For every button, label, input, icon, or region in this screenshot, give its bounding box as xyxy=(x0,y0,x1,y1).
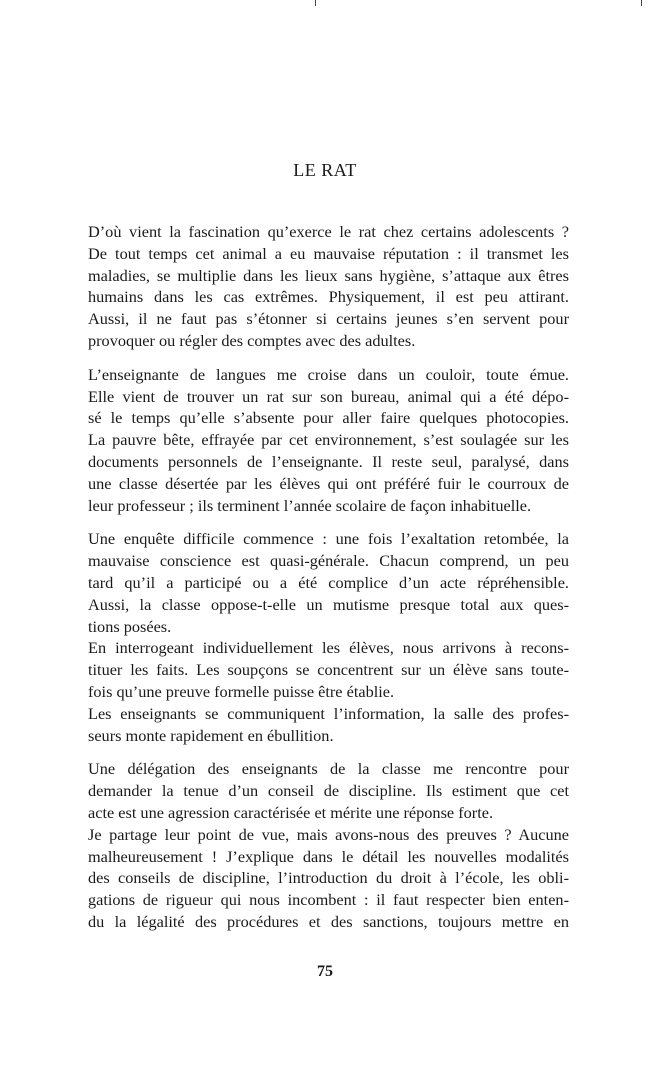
text-line: malheureusement ! J’explique dans le détail les nouvelles modalités xyxy=(88,846,569,866)
text-line: Aussi, il ne faut pas s’étonner si certains jeunes s’en servent pour xyxy=(88,309,569,329)
text-line: tituer les faits. Les soupçons se concentrent sur un élève sans toute- xyxy=(88,660,569,680)
paragraph-block xyxy=(88,528,569,746)
text-line: sé le temps qu’elle s’absente pour aller faire quelques photocopies. xyxy=(88,408,569,428)
text-line: gations de rigueur qui nous incombent : il faut respecter bien enten- xyxy=(88,890,569,910)
text-line: La pauvre bête, effrayée par cet environnement, s’est soulagée sur les xyxy=(88,430,569,450)
text-line: leur professeur ; ils terminent l’année scolaire de façon inhabituelle. xyxy=(88,495,532,515)
text-line: tions posées. xyxy=(88,616,172,636)
text-line: du la légalité des procédures et des sanctions, toujours mettre en xyxy=(88,911,569,931)
page-number: 75 xyxy=(317,963,333,980)
text-line: Une délégation des enseignants de la classe me rencontre pour xyxy=(88,759,569,779)
chapter-title: LE RAT xyxy=(293,160,357,180)
crop-mark xyxy=(641,0,642,6)
crop-mark xyxy=(315,0,316,6)
text-line: L’enseignante de langues me croise dans un couloir, toute émue. xyxy=(88,364,569,384)
paragraph xyxy=(88,637,569,702)
text-line: documents personnels de l’enseignante. Il reste seul, paralysé, dans xyxy=(88,451,569,471)
text-line: tard qu’il a participé ou a été complice d’un acte répréhensible. xyxy=(88,572,569,592)
paragraph xyxy=(88,758,569,823)
paragraph-block xyxy=(88,758,569,932)
text-line: D’où vient la fascination qu’exerce le rat chez certains adolescents ? xyxy=(88,222,569,241)
text-line: seurs monte rapidement en ébullition. xyxy=(88,725,334,745)
text-line: une classe désertée par les élèves qui ont préféré fuir le courroux de xyxy=(88,473,569,493)
text-line: acte est une agression caractérisée et mérite une réponse forte. xyxy=(88,802,494,822)
body-text xyxy=(88,221,569,945)
text-line: des conseils de discipline, l’introduction du droit à l’école, les obli- xyxy=(88,868,569,888)
paragraph xyxy=(88,221,569,352)
paragraph xyxy=(88,824,569,933)
text-line: Aussi, la classe oppose-t-elle un mutisme presque total aux ques- xyxy=(88,594,569,614)
text-line: maladies, se multiplie dans les lieux sans hygiène, s’attaque aux êtres xyxy=(88,265,569,285)
text-line: Elle vient de trouver un rat sur son bureau, animal qui a été dépo- xyxy=(88,386,569,406)
paragraph xyxy=(88,703,569,747)
paragraph xyxy=(88,528,569,637)
text-line: Une enquête difficile commence : une fois l’exaltation retombée, la xyxy=(88,529,569,549)
text-line: Les enseignants se communiquent l’information, la salle des profes- xyxy=(88,703,569,723)
paragraph xyxy=(88,364,569,517)
text-line: fois qu’une preuve formelle puisse être établie. xyxy=(88,681,395,701)
text-line: demander la tenue d’un conseil de discipline. Ils estiment que cet xyxy=(88,781,569,801)
paragraph-block xyxy=(88,364,569,517)
text-line: mauvaise conscience est quasi-générale. Chacun comprend, un peu xyxy=(88,551,569,571)
text-line: provoquer ou régler des comptes avec des adultes. xyxy=(88,330,416,350)
text-line: De tout temps cet animal a eu mauvaise réputation : il transmet les xyxy=(88,243,569,263)
text-line: Je partage leur point de vue, mais avons-nous des preuves ? Aucune xyxy=(88,824,569,844)
text-line: En interrogeant individuellement les élèves, nous arrivons à recons- xyxy=(88,638,569,658)
paragraph-block xyxy=(88,221,569,352)
text-line: humains dans les cas extrêmes. Physiquement, il est peu attirant. xyxy=(88,287,569,307)
